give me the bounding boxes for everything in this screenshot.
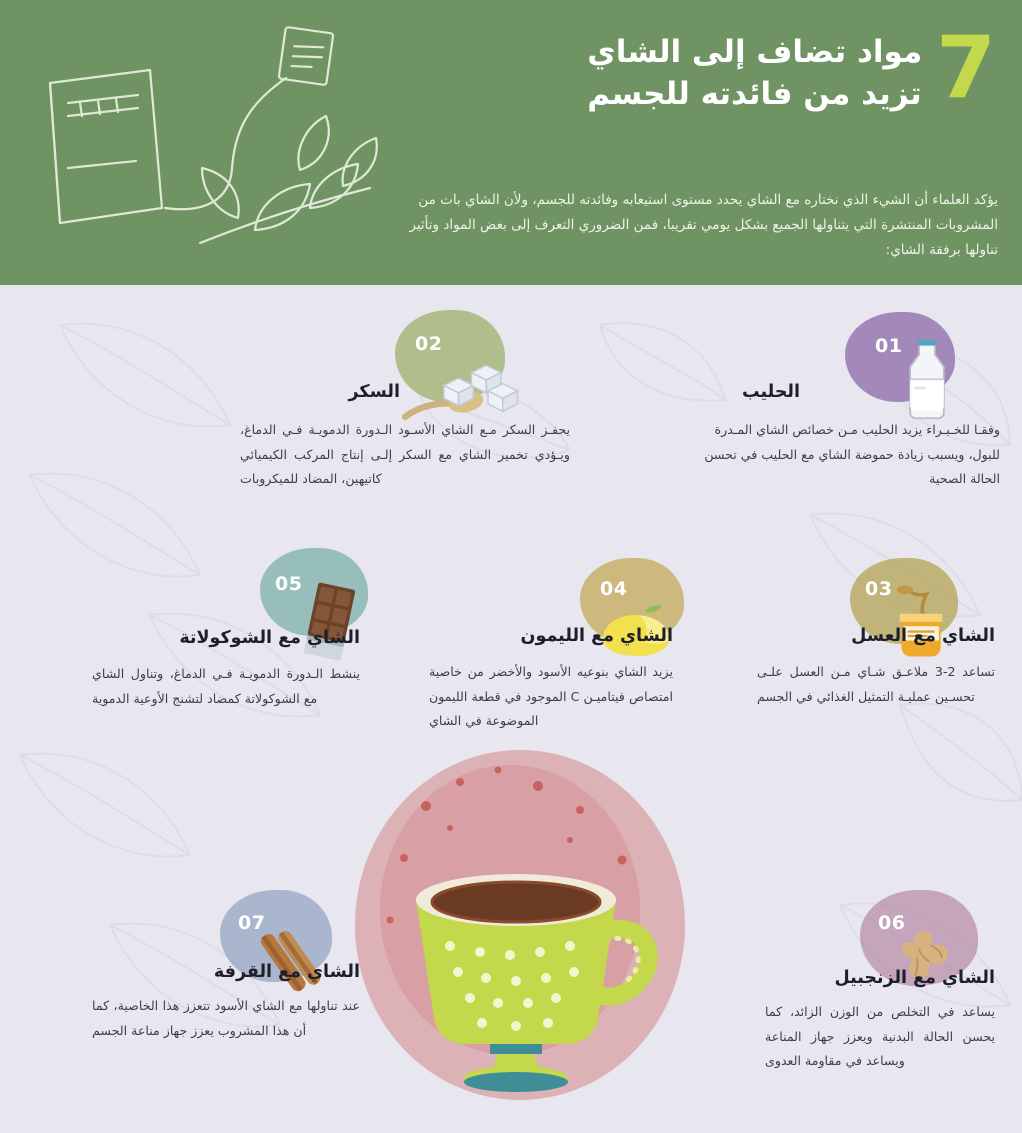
item-badge-05: 05 — [275, 573, 303, 595]
item-title-06: الشاي مع الزنجبيل — [834, 968, 995, 988]
item-cinnamon — [30, 880, 370, 1080]
headline-line-2: تزيد من فائدته للجسم — [587, 75, 922, 112]
item-body-05: ينشط الـدورة الدمويـة فـي الدماغ، وتناول الشاي مع الشوكولاتة كمضاد لتشنج الأوعية الدموية — [92, 666, 360, 706]
tea-bag-illustration — [10, 8, 410, 278]
headline-text — [587, 28, 922, 116]
item-chocolate — [30, 548, 370, 778]
item-body-07: عند تناولها مع الشاي الأسود تتعزز هذا الخاصية، كما أن هذا المشروب يعزز جهاز مناعة الجسم — [92, 998, 360, 1038]
honey-jar-icon — [882, 581, 962, 667]
item-badge-02: 02 — [415, 333, 443, 355]
item-title-01: الحليب — [742, 382, 800, 402]
item-body-01: وفقـا للخـبـراء يزيد الحليب مـن خصائص الشاي المـدرة للبول، ويسبب زيادة حموضة الشاي مع الحليب في تحسن الحالة الصحية — [704, 422, 1000, 487]
item-milk — [600, 300, 1000, 520]
tea-cup-icon — [330, 740, 710, 1110]
item-title-07: الشاي مع القرفة — [213, 962, 360, 982]
item-badge-01: 01 — [875, 335, 903, 357]
item-badge-07: 07 — [238, 912, 266, 934]
title-block — [438, 18, 998, 118]
item-title-05: الشاي مع الشوكولاتة — [179, 628, 360, 648]
item-sugar — [190, 300, 570, 520]
item-badge-06: 06 — [878, 912, 906, 934]
chocolate-bar-icon — [292, 578, 366, 670]
cinnamon-sticks-icon — [252, 918, 334, 1000]
item-badge-04: 04 — [600, 578, 628, 600]
item-honey — [700, 548, 1010, 768]
item-title-03: الشاي مع العسل — [851, 626, 995, 646]
item-ginger — [700, 890, 1010, 1090]
tea-cup-illustration — [330, 740, 710, 1110]
intro-paragraph: يؤكد العلماء أن الشيء الذي نختاره مع الشاي يحدد مستوى استيعابه وفائدته للجسم، ولأن الشاي بات من المشروبات المنتشرة التي يتناولها الجميع بشكل يومي تقريبا، فمن الضروري التعرف إلى بعض المواد وتأثير تناولها برفقة الشاي: — [409, 192, 998, 258]
item-body-04: يزيد الشاي بنوعيه الأسود والأخضر من خاصية امتصاص فيتاميـن C الموجود في قطعة الليمون الموضوعة في الشاي — [429, 664, 673, 729]
item-title-04: الشاي مع الليمون — [520, 626, 673, 646]
headline-number: 7 — [936, 18, 994, 118]
item-body-06: يساعد في التخلص من الوزن الزائد، كما يحسن الحالة البدنية ويعزز جهاز المناعة ويساعد في مقاومة العدوى — [765, 1004, 995, 1069]
item-body-02: يحفـز السكر مـع الشاي الأسـود الـدورة الدمويـة فـي الدماغ، ويـؤدي تخمير الشاي مع السكر إلـى إنتاج المركب الكيميائي كاتيهين، المضاد للميكروبات — [240, 422, 570, 487]
item-badge-03: 03 — [865, 578, 893, 600]
milk-bottle-icon — [896, 335, 958, 427]
item-body-03: تساعد 2-3 ملاعـق شـاي مـن العسل علـى تحسـين عمليـة التمثيل الغذائي في الجسم — [757, 664, 995, 704]
header-banner — [0, 0, 1022, 285]
item-title-02: السكر — [348, 382, 400, 402]
headline-line-1: مواد تضاف إلى الشاي — [587, 34, 923, 70]
